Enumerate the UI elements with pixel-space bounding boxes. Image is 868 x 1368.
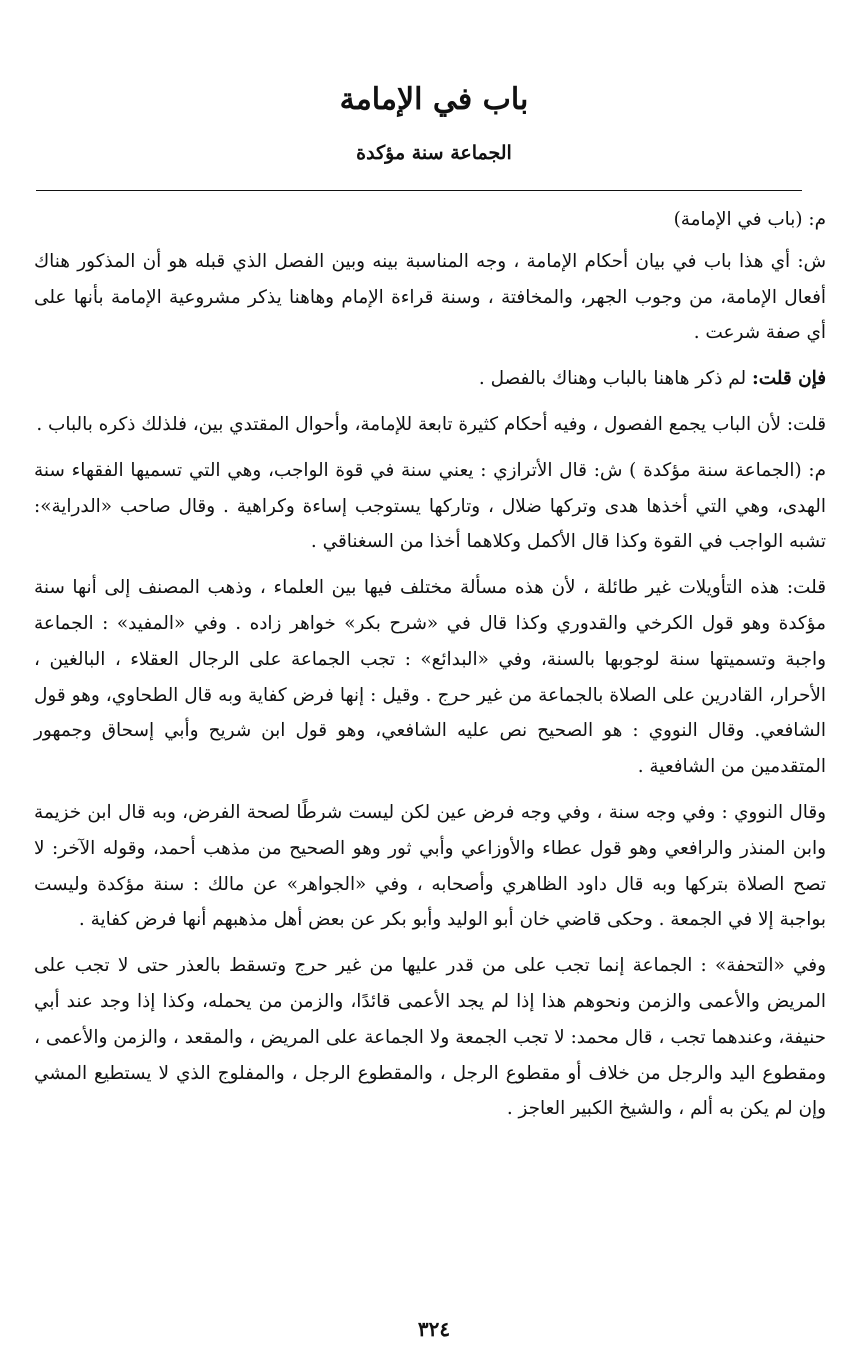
header-divider — [36, 190, 802, 191]
paragraph — [34, 570, 826, 785]
chapter-title: باب في الإمامة — [339, 82, 529, 117]
paragraph-text: لم ذكر هاهنا بالباب وهناك بالفصل . — [478, 368, 747, 390]
paragraph-text: م: (باب في الإمامة) — [673, 209, 826, 230]
paragraph-text: هذه التأويلات غير طائلة ، لأن هذه مسألة مختلف فيها بين العلماء ، وذهب المصنف إلى أنها سنة مؤكدة وهو قول الكرخي والقدوري وكذا قال في «شرح بكر» خواهر زاده . وفي «المفيد» : الجماعة واجبة وتسميتها سنة لوجوبها بالسنة، وفي «البدائع» : تجب الجماعة على الرجال العقلاء ، البالغين ، الأحرار، القادرين على الصلاة بالجماعة من غير حرج . وقيل : إنها فرض كفاية وبه قال الطحاوي، وهو قول الشافعي. وقال النووي : هو الصحيح نص عليه الشافعي، وهو قول ابن شريح وأبي إسحاق وجمهور المتقدمين من الشافعية . — [34, 577, 826, 778]
paragraph — [34, 202, 826, 238]
paragraph-text: ش: قال الأترازي : يعني سنة في قوة الواجب، وهي التي تسميها الفقهاء سنة الهدى، وهي التي أخذها هدى وتركها ضلال ، وتاركها يستوجب إساءة وكراهية . وقال صاحب «الدراية»: تشبه الواجب في القوة وكذا قال الأكمل وكلاهما أخذا من السغناقي . — [34, 459, 826, 553]
paragraph — [34, 244, 826, 351]
paragraph-text: ش: أي هذا باب في بيان أحكام الإمامة ، وجه المناسبة بينه وبين الفصل الذي قبله هو أن المذكور هناك أفعال الإمامة، من وجوب الجهر، والمخافتة ، وسنة قراءة الإمام وهاهنا يذكر مشروعية الإمامة بأنها على أي صفة شرعت . — [34, 250, 826, 344]
paragraph — [34, 453, 826, 560]
paragraph — [34, 361, 826, 397]
paragraph-text: وفي «التحفة» : الجماعة إنما تجب على من قدر عليها من غير حرج وتسقط بالعذر حتى لا تجب على المريض والأعمى والزمن ونحوهم هذا إذا لم يجد الأعمى قائدًا، والزمن من يحمله، وكذا إذا وجد عند أبي حنيفة، وعندهما تجب ، قال محمد: لا تجب الجمعة ولا الجماعة على المريض ، والمقعد ، والزمن والأعمى ، ومقطوع اليد والرجل من خلاف أو مقطوع الرجل ، والمقطوع الرجل ، والمفلوج الذي لا يستطيع المشي وإن لم يكن به ألم ، والشيخ الكبير العاجز . — [34, 955, 826, 1120]
body-text — [34, 202, 826, 1137]
page-number: ٣٢٤ — [417, 1317, 451, 1341]
paragraph — [34, 407, 826, 443]
section-subtitle: الجماعة سنة مؤكدة — [356, 142, 512, 164]
paragraph-text: وقال النووي : وفي وجه سنة ، وفي وجه فرض عين لكن ليست شرطًا لصحة الفرض، وبه قال ابن خزيمة وابن المنذر والرافعي وهو قول عطاء والأوزاعي وأبي ثور وهو الصحيح من مذهب أحمد، وقوله الآخر: لا تصح الصلاة بتركها وبه قال داود الظاهري وأصحابه ، وفي «الجواهر» عن مالك : سنة مؤكدة وليست بواجبة إلا في الجمعة . وحكى قاضي خان أبو الوليد وأبو بكر عن بعض أهل مذهبهم أنها فرض كفاية . — [34, 801, 826, 931]
paragraph — [34, 795, 826, 938]
paragraph-lead: قلت: — [786, 413, 826, 435]
paragraph-text: لأن الباب يجمع الفصول ، وفيه أحكام كثيرة تابعة للإمامة، وأحوال المقتدي بين، فلذلك ذكره بالباب . — [36, 413, 781, 435]
paragraph-lead: فإن قلت: — [751, 368, 826, 390]
paragraph-lead: قلت: — [786, 577, 826, 599]
paragraph-lead: م: (الجماعة سنة مؤكدة ) — [629, 459, 826, 481]
paragraph — [34, 948, 826, 1127]
